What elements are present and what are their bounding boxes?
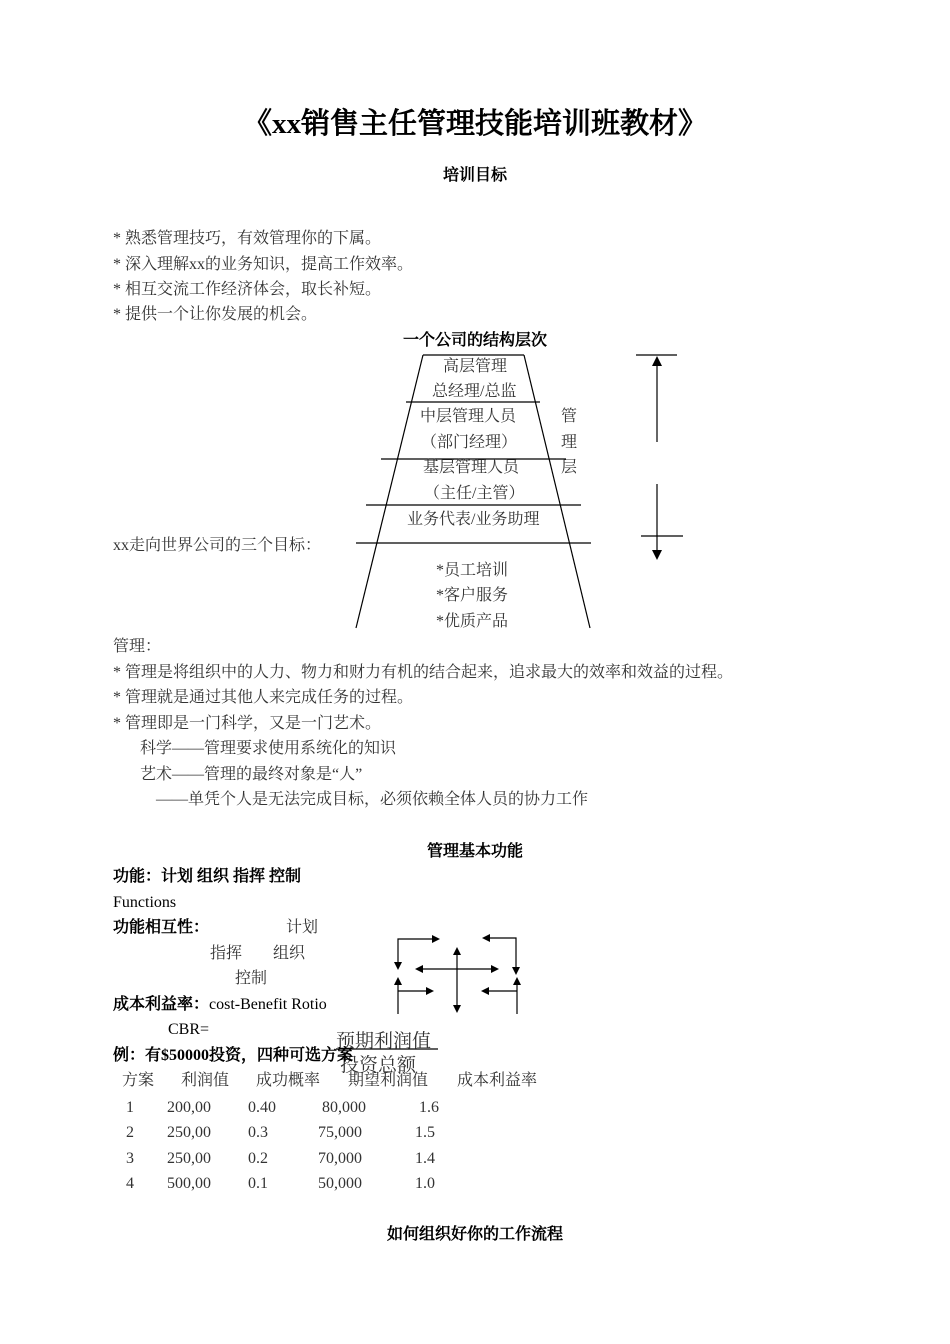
management-layer-label: 层 — [561, 459, 578, 476]
pyramid-right-edge — [524, 355, 590, 628]
table-cell: 3 — [126, 1150, 134, 1167]
table-cell: 500,00 — [167, 1175, 211, 1192]
cbr-label: 成本利益率： — [113, 996, 210, 1013]
goal-item: * 熟悉管理技巧，有效管理你的下属。 — [113, 230, 382, 247]
workflow-heading: 如何组织好你的工作流程 — [386, 1226, 563, 1243]
table-cell: 1.5 — [415, 1124, 435, 1141]
table-header: 成功概率 — [256, 1072, 321, 1089]
pyramid-level-top-detail: 总经理/总监 — [432, 383, 517, 400]
management-point: * 管理就是通过其他人来完成任务的过程。 — [113, 689, 414, 706]
example-line: 例：有$50000投资，四种可选方案 — [113, 1047, 354, 1064]
function-organize: 组织 — [273, 945, 306, 962]
cbr-equation: CBR= — [168, 1021, 210, 1038]
table-cell: 1.6 — [419, 1099, 439, 1116]
functions-english-label: Functions — [113, 894, 177, 911]
arrow-up-icon — [652, 356, 662, 366]
pyramid-level-base-detail: （主任/主管） — [424, 485, 525, 502]
function-control: 控制 — [235, 970, 268, 987]
arrow-down-icon — [394, 962, 402, 970]
table-header: 方案 — [122, 1072, 155, 1089]
table-header: 利润值 — [181, 1072, 230, 1089]
table-header: 成本利益率 — [457, 1072, 538, 1089]
management-layer-label: 管 — [561, 408, 578, 425]
management-sub-point: 科学——管理要求使用系统化的知识 — [140, 740, 397, 757]
pyramid-level-top: 高层管理 — [443, 358, 508, 375]
management-point: * 管理即是一门科学，又是一门艺术。 — [113, 715, 382, 732]
management-sub-point: ——单凭个人是无法完成目标，必须依赖全体人员的协力工作 — [156, 791, 589, 808]
table-cell: 80,000 — [322, 1099, 366, 1116]
table-header: 期望利润值 — [348, 1072, 429, 1089]
table-cell: 2 — [126, 1124, 134, 1141]
arrow-down-icon — [512, 967, 520, 975]
table-cell: 250,00 — [167, 1124, 211, 1141]
arrow-left-icon — [415, 965, 423, 973]
interrelation-label: 功能相互性： — [113, 919, 210, 936]
company-goal-item: *优质产品 — [436, 613, 509, 630]
table-cell: 0.1 — [248, 1175, 268, 1192]
management-sub-point: 艺术——管理的最终对象是“人” — [140, 766, 363, 783]
table-cell: 50,000 — [318, 1175, 362, 1192]
goal-item: * 相互交流工作经济体会，取长补短。 — [113, 281, 382, 298]
functions-line: 功能：计划 组织 指挥 控制 — [113, 868, 302, 885]
management-layer-label: 理 — [561, 434, 578, 451]
basic-functions-heading: 管理基本功能 — [426, 843, 523, 860]
arrow-up-icon — [394, 977, 402, 985]
pyramid-level-staff: 业务代表/业务助理 — [407, 511, 540, 528]
pyramid-level-middle-detail: （部门经理） — [421, 434, 518, 451]
cbr-denominator: 投资总额 — [340, 1055, 417, 1076]
pyramid-title: 一个公司的结构层次 — [402, 332, 547, 349]
arrow-left-icon — [482, 934, 490, 942]
management-heading: 管理： — [113, 638, 162, 655]
plan-link-line — [490, 938, 516, 967]
table-cell: 1.0 — [415, 1175, 435, 1192]
cbr-numerator: 预期利润值 — [336, 1031, 432, 1052]
company-goals-label: xx走向世界公司的三个目标： — [113, 537, 322, 554]
training-goals-heading: 培训目标 — [442, 167, 507, 184]
arrow-left-icon — [481, 987, 489, 995]
pyramid-level-base: 基层管理人员 — [423, 459, 520, 476]
company-goal-item: *员工培训 — [436, 562, 509, 579]
arrow-right-icon — [491, 965, 499, 973]
table-cell: 200,00 — [167, 1099, 211, 1116]
pyramid-left-edge — [356, 355, 423, 628]
arrow-up-icon — [453, 947, 461, 955]
pyramid-level-middle: 中层管理人员 — [420, 408, 517, 425]
cbr-line — [113, 995, 327, 1015]
company-goal-item: *客户服务 — [436, 587, 509, 604]
document-title: 《xx销售主任管理技能培训班教材》 — [242, 108, 707, 140]
arrow-right-icon — [432, 935, 440, 943]
goal-item: * 深入理解xx的业务知识，提高工作效率。 — [113, 256, 414, 273]
arrow-down-icon — [453, 1005, 461, 1013]
table-cell: 70,000 — [318, 1150, 362, 1167]
table-cell: 0.40 — [248, 1099, 276, 1116]
table-cell: 0.2 — [248, 1150, 268, 1167]
cbr-english: cost-Benefit Rotio — [209, 996, 327, 1013]
function-plan: 计划 — [286, 919, 319, 936]
arrow-up-icon — [513, 977, 521, 985]
table-cell: 4 — [126, 1175, 134, 1192]
arrow-right-icon — [426, 987, 434, 995]
function-command: 指挥 — [210, 945, 243, 962]
goal-item: * 提供一个让你发展的机会。 — [113, 306, 318, 323]
table-cell: 1 — [126, 1099, 134, 1116]
table-cell: 1.4 — [415, 1150, 435, 1167]
table-cell: 75,000 — [318, 1124, 362, 1141]
table-cell: 0.3 — [248, 1124, 268, 1141]
arrow-down-icon — [652, 550, 662, 560]
table-cell: 250,00 — [167, 1150, 211, 1167]
plan-link-line — [398, 939, 432, 962]
management-point: * 管理是将组织中的人力、物力和财力有机的结合起来，追求最大的效率和效益的过程。 — [113, 664, 734, 681]
